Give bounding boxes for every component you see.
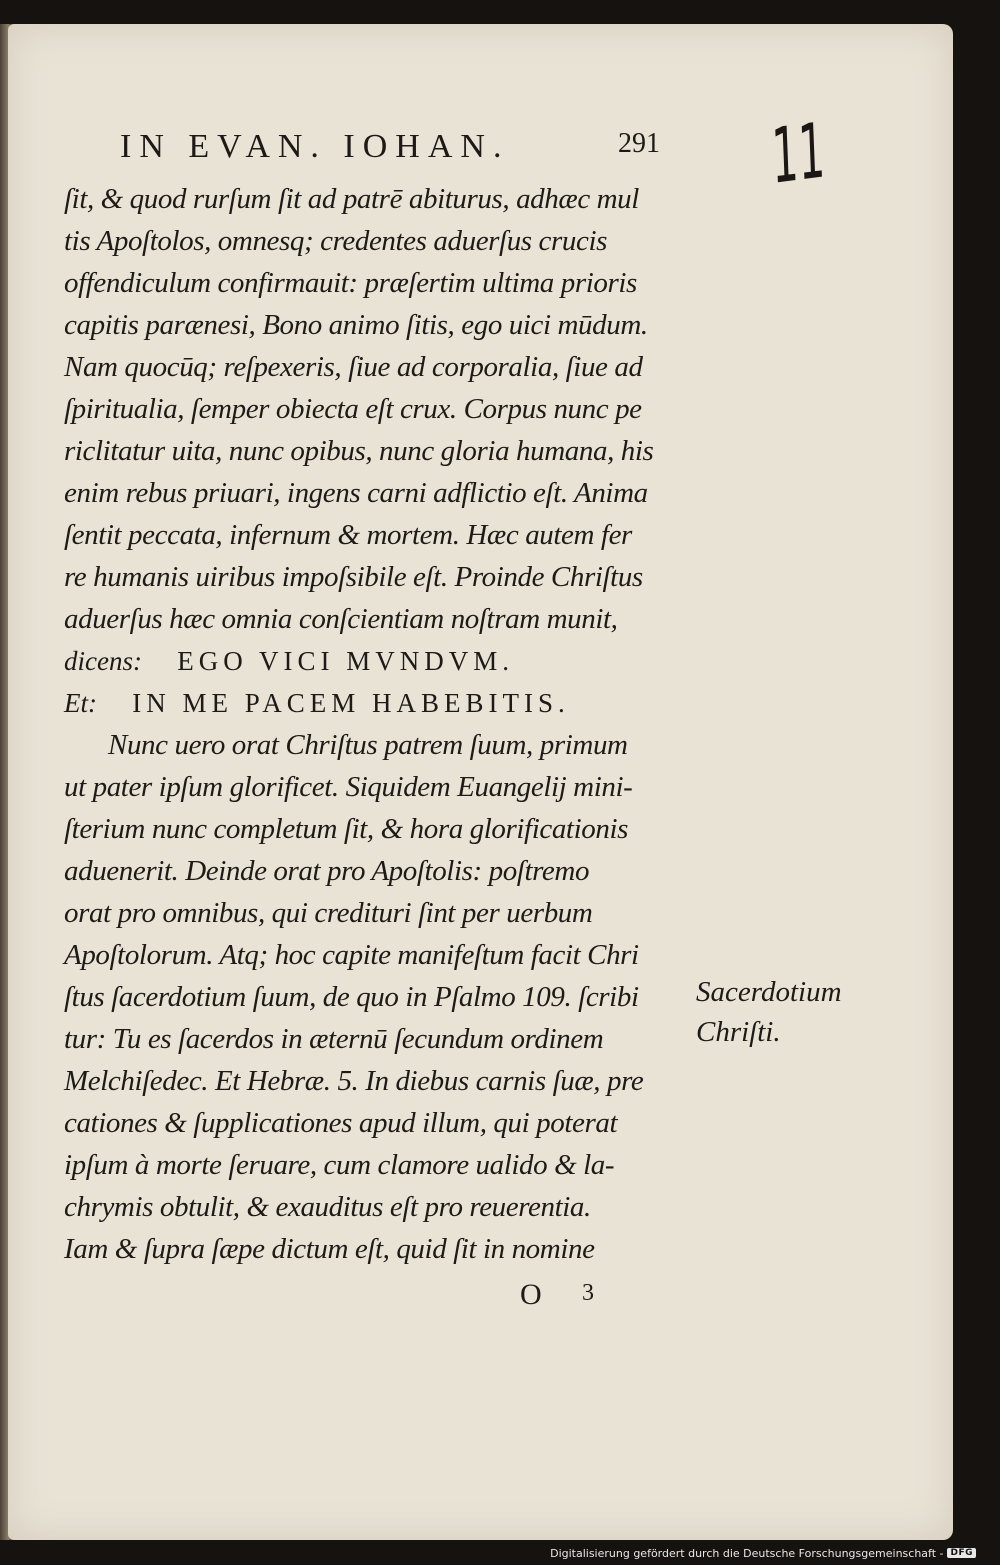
text-line xyxy=(64,346,704,388)
line-text: EGO VICI MVNDVM. xyxy=(177,646,514,676)
line-text: Nam quocūq; reſpexeris, ſiue ad corporalia, ſiue ad xyxy=(64,351,643,383)
line-text: aduenerit. Deinde orat pro Apoſtolis: poſtremo xyxy=(64,855,590,887)
line-text: orat pro omnibus, qui credituri ſint per uerbum xyxy=(64,897,593,929)
text-line xyxy=(64,556,704,598)
line-text: ſtus ſacerdotium ſuum, de quo in Pſalmo 109. ſcribi xyxy=(64,981,639,1013)
line-text: re humanis uiribus impoſsibile eſt. Proinde Chriſtus xyxy=(64,561,643,593)
text-line xyxy=(64,1018,704,1060)
text-line xyxy=(64,850,704,892)
line-text: tur: Tu es ſacerdos in æternū ſecundum ordinem xyxy=(64,1023,604,1055)
text-line xyxy=(64,262,704,304)
line-text: ut pater ipſum glorificet. Siquidem Euangelij mini- xyxy=(64,771,633,803)
text-line xyxy=(64,1228,704,1270)
text-line xyxy=(64,766,704,808)
line-text: Iam & ſupra ſæpe dictum eſt, quid ſit in nomine xyxy=(64,1233,595,1265)
line-text: ipſum à morte ſeruare, cum clamore ualido & la- xyxy=(64,1149,615,1181)
marginal-note xyxy=(696,972,896,1052)
line-text: Nunc uero orat Chriſtus patrem ſuum, primum xyxy=(108,729,628,761)
text-line xyxy=(64,598,704,640)
line-lead-word: Et: xyxy=(64,688,97,718)
line-text: Apoſtolorum. Atq; hoc capite manifeſtum facit Chri xyxy=(64,939,639,971)
text-line xyxy=(64,1144,704,1186)
running-head-title: IN EVAN. IOHAN. xyxy=(120,128,510,165)
line-text: ſentit peccata, infernum & mortem. Hæc autem fer xyxy=(64,519,632,551)
line-text: IN ME PACEM HABEBITIS. xyxy=(132,688,570,718)
line-text: Melchiſedec. Et Hebræ. 5. In diebus carnis ſuæ, pre xyxy=(64,1065,644,1097)
digitization-footer xyxy=(550,1545,976,1561)
text-line xyxy=(64,640,704,682)
dfg-logo-icon: DFG xyxy=(947,1548,976,1558)
signature-letter: O xyxy=(520,1278,542,1311)
text-line xyxy=(64,514,704,556)
text-line xyxy=(64,304,704,346)
line-text: offendiculum confirmauit: præſertim ultima prioris xyxy=(64,267,637,299)
line-text: chrymis obtulit, & exauditus eſt pro reuerentia. xyxy=(64,1191,591,1223)
text-line xyxy=(64,1060,704,1102)
line-text: ſpiritualia, ſemper obiecta eſt crux. Corpus nunc pe xyxy=(64,393,642,425)
line-text: enim rebus priuari, ingens carni adflictio eſt. Anima xyxy=(64,477,648,509)
line-text: ſit, & quod rurſum ſit ad patrē abiturus, adhæc mul xyxy=(64,183,639,215)
marginal-note-line: Sacerdotium xyxy=(696,976,842,1008)
text-line xyxy=(64,976,704,1018)
text-line xyxy=(64,892,704,934)
line-text: riclitatur uita, nunc opibus, nunc gloria humana, his xyxy=(64,435,654,467)
line-text: cationes & ſupplicationes apud illum, qui poterat xyxy=(64,1107,618,1139)
handwritten-marginal-mark: 11 xyxy=(770,105,827,201)
text-line xyxy=(64,1186,704,1228)
folio-number: 291 xyxy=(618,128,660,159)
text-line xyxy=(64,178,704,220)
main-text-block xyxy=(64,178,704,1270)
line-text: tis Apoſtolos, omnesq; credentes aduerſus crucis xyxy=(64,225,608,257)
text-line xyxy=(64,808,704,850)
text-line xyxy=(64,934,704,976)
text-line xyxy=(64,1102,704,1144)
text-line xyxy=(64,220,704,262)
line-lead-word: dicens: xyxy=(64,646,142,676)
signature-number: 3 xyxy=(582,1280,594,1306)
text-line xyxy=(64,472,704,514)
text-line xyxy=(64,430,704,472)
text-line xyxy=(64,724,704,766)
line-text: aduerſus hæc omnia conſcientiam noſtram munit, xyxy=(64,603,618,635)
marginal-note-line: Chriſti. xyxy=(696,1016,781,1048)
line-text: ſterium nunc completum ſit, & hora glorificationis xyxy=(64,813,628,845)
line-text: capitis parænesi, Bono animo ſitis, ego uici mūdum. xyxy=(64,309,648,341)
text-line xyxy=(64,388,704,430)
running-head xyxy=(120,128,680,168)
footer-text: Digitalisierung gefördert durch die Deutsche Forschungsgemeinschaft - xyxy=(550,1546,944,1560)
text-line xyxy=(64,682,704,724)
